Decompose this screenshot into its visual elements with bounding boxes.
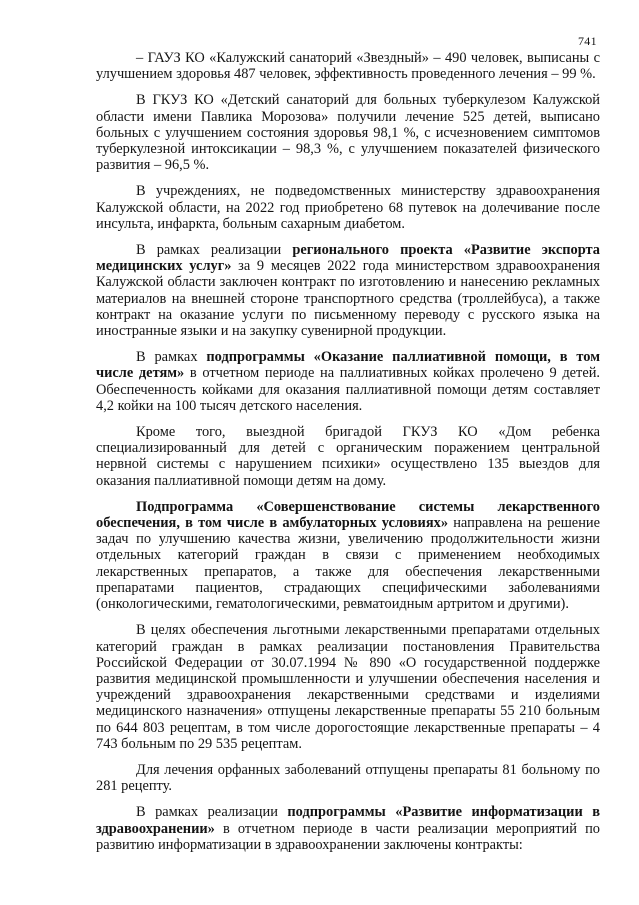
paragraph-orphan-diseases (96, 762, 600, 794)
paragraph-mobile-team (96, 424, 600, 489)
paragraph-export-medical-services (96, 242, 600, 339)
text-run: В рамках реализации (136, 804, 288, 821)
text-run: В рамках (136, 349, 207, 366)
paragraph-rehab-vouchers (96, 183, 600, 232)
text-run: В учреждениях, не подведомственных министерству здравоохранения Калужской области, на 2022 год приобретено 68 путевок на долечивание после инсульта, инфаркта, больным сахарным диабетом. (96, 183, 600, 232)
bold-text-run: подпрограммы «Развитие информатизации в здравоохранении» (96, 804, 600, 837)
bold-text-run: подпрограммы «Оказание паллиативной помощи, в том числе детям» (96, 349, 600, 382)
paragraph-palliative-care (96, 349, 600, 414)
text-run: в отчетном периоде в части реализации мероприятий по развитию информатизации в здравоохранении заключены контракты: (96, 820, 600, 853)
text-run: В ГКУЗ КО «Детский санаторий для больных туберкулезом Калужской области имени Павлика Морозова» получили лечение 525 детей, выписано больных с улучшением состояния здоровья 98,1 %, с исчезновением симптомов туберкулезной интоксикации – 98,3 %, с улучшением показателей физического развития – 96,5 %. (96, 92, 600, 174)
paragraph-informatization (96, 804, 600, 853)
text-run: Кроме того, выездной бригадой ГКУЗ КО «Дом ребенка специализированный для детей с органическим поражением центральной нервной системы с нарушением психики» осуществлено 135 выездов для оказания паллиативной помощи детям на дому. (96, 424, 600, 489)
text-run: Для лечения орфанных заболеваний отпущены препараты 81 больному по 281 рецепту. (96, 761, 600, 795)
text-run: в отчетном периоде на паллиативных койках пролечено 9 детей. Обеспеченность койками для оказания паллиативной помощи детям составляет 4,2 койки на 100 тысяч детского населения. (96, 365, 600, 414)
bold-text-run: Подпрограмма «Совершенствование системы лекарственного обеспечения, в том числе в амбулаторных условиях» (96, 498, 600, 532)
text-run: В рамках реализации (136, 242, 293, 259)
bold-text-run: регионального проекта «Развитие экспорта медицинских услуг» (96, 242, 600, 275)
text-run: – ГАУЗ КО «Калужский санаторий «Звездный» – 490 человек, выписаны с улучшением здоровья 487 человек, эффективность проведенного лечения – 99 %. (96, 50, 600, 83)
paragraph-sanatorium-zvezdny (96, 50, 600, 82)
paragraph-children-tb-sanatorium (96, 92, 600, 173)
text-run: за 9 месяцев 2022 года министерством здравоохранения Калужской области заключен контракт по изготовлению и нанесению рекламных материалов на внешней стороне транспортного средства (троллейбуса), а также контракт на оказание услуги по письменному переводу с русского языка на иностранные языки и на закупку сувенирной продукции. (96, 258, 600, 340)
paragraph-preferential-drugs (96, 622, 600, 752)
page-number: 741 (578, 34, 597, 48)
text-run: направлена на решение задач по улучшению качества жизни, увеличению продолжительности жизни отдельных категорий граждан в связи с применением необходимых лекарственных препаратов, а также для обеспечения лекарственными препаратами пациентов, страдающих специфическими заболеваниями (онкологическими, гематологическими, ревматоидным артритом и другими). (96, 515, 600, 613)
text-run: В целях обеспечения льготными лекарственными препаратами отдельных категорий граждан в рамках реализации постановления Правительства Российской Федерации от 30.07.1994 № 890 «О государственной поддержке развития медицинской промышленности и улучшении обеспечения населения и учреждений здравоохранения лекарственными средствами и изделиями медицинского назначения» отпущены лекарственные препараты 55 210 больным по 644 803 рецептам, в том числе дорогостоящие лекарственные препараты – 4 743 больным по 29 535 рецептам. (96, 622, 600, 752)
paragraph-drug-supply-subprogram (96, 499, 600, 612)
document-body (96, 50, 600, 863)
